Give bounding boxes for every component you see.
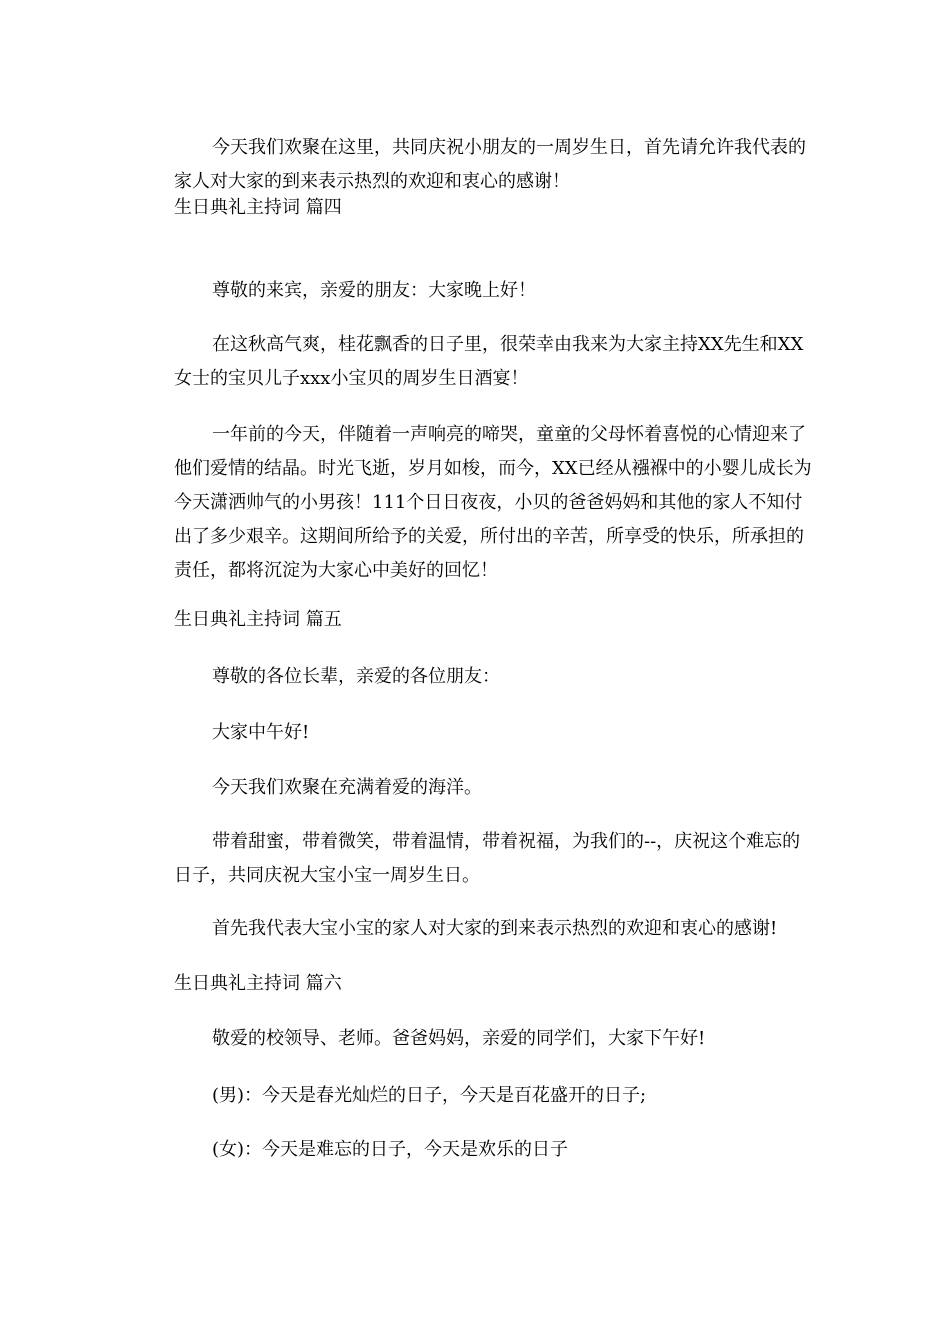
paragraph-thanks: 首先我代表大宝小宝的家人对大家的到来表示热烈的欢迎和衷心的感谢! [212, 918, 778, 939]
paragraph-greeting-evening: 尊敬的来宾，亲爱的朋友：大家晚上好！ [212, 280, 536, 301]
paragraph-good-noon: 大家中午好! [212, 722, 310, 743]
paragraph-gathering: 今天我们欢聚在充满着爱的海洋。 [212, 777, 482, 798]
section-heading-6: 生日典礼主持词 篇六 [174, 973, 342, 994]
paragraph-female-host: (女)：今天是难忘的日子，今天是欢乐的日子 [212, 1139, 569, 1160]
section-heading-4: 生日典礼主持词 篇四 [174, 197, 342, 218]
section-heading-5: 生日典礼主持词 篇五 [174, 609, 342, 630]
paragraph-male-host: (男)：今天是春光灿烂的日子，今天是百花盛开的日子; [212, 1085, 647, 1106]
paragraph-one-year-ago: 一年前的今天，伴随着一声响亮的啼哭，童童的父母怀着喜悦的心情迎来了他们爱情的结晶。时光飞逝，岁月如梭，而今，XX已经从襁褓中的小婴儿成长为今天潇洒帅气的小男孩！111个日日夜夜，小贝的爸爸妈妈和其他的家人不知付出了多少艰辛。这期间所给予的关爱，所付出的辛苦，所享受的快乐，所承担的责任，都将沉淀为大家心中美好的回忆！ [174, 424, 812, 581]
paragraph-host-intro: 在这秋高气爽，桂花飘香的日子里，很荣幸由我来为大家主持XX先生和XX女士的宝贝儿子xxx小宝贝的周岁生日酒宴！ [174, 334, 804, 389]
paragraph-address-elders: 尊敬的各位长辈，亲爱的各位朋友： [212, 666, 500, 687]
paragraph-welcome: 今天我们欢聚在这里，共同庆祝小朋友的一周岁生日，首先请允许我代表的家人对大家的到来表示热烈的欢迎和衷心的感谢！ [174, 137, 806, 192]
paragraph-school-greeting: 敬爱的校领导、老师。爸爸妈妈，亲爱的同学们，大家下午好! [212, 1028, 706, 1049]
paragraph-celebration: 带着甜蜜，带着微笑，带着温情，带着祝福，为我们的--，庆祝这个难忘的日子，共同庆祝大宝小宝一周岁生日。 [174, 831, 801, 886]
